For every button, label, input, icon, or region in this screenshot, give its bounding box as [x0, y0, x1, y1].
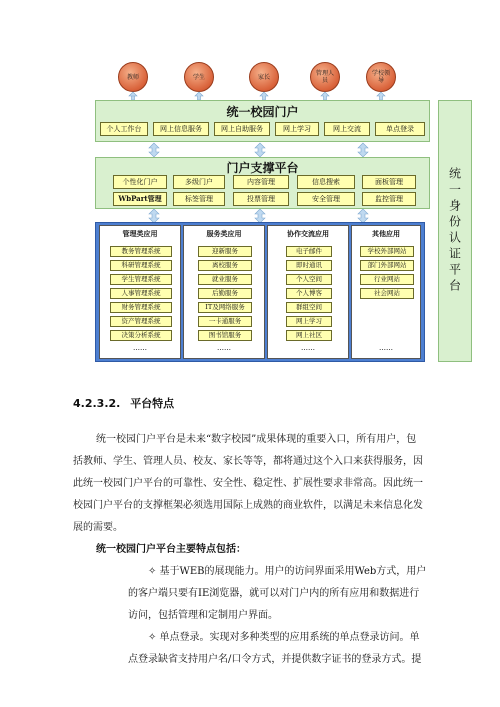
paragraph-line: 此统一校园门户平台的可靠性、安全性、稳定性、扩展性要求非常高。因此统一	[73, 478, 423, 489]
paragraph-line: 括教师、学生、管理人员、校友、家长等等，都将通过这个入口来获得服务，因	[73, 456, 423, 467]
support-monitor-mgmt[interactable]: 监控管理	[362, 192, 416, 206]
app-item[interactable]: 社会网站	[360, 288, 414, 299]
section-heading	[73, 395, 174, 411]
heading-number: 4.2.3.2.	[73, 397, 121, 410]
bullet-line: ✧ 基于WEB的展现能力。用户的访问界面采用Web方式，用户	[148, 566, 427, 577]
app-item[interactable]: 决策分析系统	[110, 330, 172, 341]
app-item[interactable]: 即时通讯	[286, 260, 332, 271]
portal-btn-online-learning[interactable]: 网上学习	[275, 122, 319, 136]
app-item[interactable]: 财务管理系统	[110, 302, 172, 313]
role-school-leader: 学校领导	[366, 62, 396, 92]
app-item[interactable]: 网上社区	[286, 330, 332, 341]
column-title: 管理类应用	[122, 230, 158, 238]
column-collaboration-apps	[267, 225, 349, 359]
support-multilevel-portal[interactable]: 多级门户	[173, 175, 225, 189]
portal-title: 统一校园门户	[226, 105, 299, 119]
side-label-text: 统一身份认证平台	[447, 167, 462, 295]
bullet-line: 访问，包括管理和定制用户界面。	[128, 610, 278, 621]
app-item[interactable]: 群组空间	[286, 302, 332, 313]
unified-identity-auth-platform	[438, 100, 472, 362]
support-platform-title: 门户支撑平台	[226, 161, 299, 175]
column-other-apps	[351, 225, 421, 359]
app-item[interactable]: 网上学习	[286, 316, 332, 327]
portal-btn-self-service[interactable]: 网上自助服务	[214, 122, 270, 136]
app-item[interactable]: 人事管理系统	[110, 288, 172, 299]
support-vote-mgmt[interactable]: 投票管理	[233, 192, 289, 206]
support-tag-mgmt[interactable]: 标签管理	[173, 192, 225, 206]
app-item[interactable]: IT及网络服务	[198, 302, 252, 313]
column-title: 服务类应用	[206, 230, 242, 238]
more-ellipsis: ……	[379, 344, 393, 352]
app-item[interactable]: 学生管理系统	[110, 274, 172, 285]
bullet-line: 的客户端只要有IE浏览器，就可以对门户内的所有应用和数据进行	[128, 588, 420, 599]
app-item[interactable]: 教务管理系统	[110, 246, 172, 257]
app-item[interactable]: 图书馆服务	[198, 330, 252, 341]
portal-btn-sso[interactable]: 单点登录	[375, 122, 425, 136]
more-ellipsis: ……	[133, 344, 147, 352]
support-security-mgmt[interactable]: 安全管理	[297, 192, 355, 206]
portal-btn-online-exchange[interactable]: 网上交流	[324, 122, 370, 136]
role-student: 学生	[184, 62, 214, 92]
bullet-line: ✧ 单点登录。实现对多种类型的应用系统的单点登录访问。单	[148, 632, 420, 643]
app-item[interactable]: 学校外部网站	[360, 246, 414, 257]
app-item[interactable]: 部门外部网站	[360, 260, 414, 271]
support-info-search[interactable]: 信息搜索	[297, 175, 355, 189]
more-ellipsis: ……	[217, 344, 231, 352]
subheading: 统一校园门户平台主要特点包括：	[96, 544, 246, 555]
app-item[interactable]: 迎新服务	[198, 246, 252, 257]
portal-btn-workbench[interactable]: 个人工作台	[100, 122, 148, 136]
role-teacher: 教师	[118, 62, 148, 92]
more-ellipsis: ……	[301, 344, 315, 352]
app-item[interactable]: 电子邮件	[286, 246, 332, 257]
column-management-apps	[99, 225, 181, 359]
paragraph-line: 展的需要。	[73, 522, 123, 533]
app-item[interactable]: 离校服务	[198, 260, 252, 271]
column-service-apps	[183, 225, 265, 359]
app-item[interactable]: 个人博客	[286, 288, 332, 299]
support-content-mgmt[interactable]: 内容管理	[233, 175, 289, 189]
support-personalized-portal[interactable]: 个性化门户	[113, 175, 167, 189]
portal-btn-info-service[interactable]: 网上信息服务	[153, 122, 209, 136]
role-parent: 家长	[249, 62, 279, 92]
support-webpart-mgmt[interactable]: WbPart管理	[113, 192, 167, 206]
app-item[interactable]: 科研管理系统	[110, 260, 172, 271]
heading-text: 平台特点	[130, 397, 175, 410]
app-item[interactable]: 资产管理系统	[110, 316, 172, 327]
column-title: 其他应用	[372, 230, 400, 238]
column-title: 协作交流应用	[287, 230, 329, 238]
app-item[interactable]: 个人空间	[286, 274, 332, 285]
app-item[interactable]: 行业网站	[360, 274, 414, 285]
bullet-line: 点登录缺省支持用户名/口令方式，并提供数字证书的登录方式。提	[128, 654, 422, 665]
support-panel-mgmt[interactable]: 面板管理	[362, 175, 416, 189]
paragraph-line: 校园门户平台的支撑框架必须选用国际上成熟的商业软件，以满足未来信息化发	[73, 500, 423, 511]
app-item[interactable]: 一卡通服务	[198, 316, 252, 327]
app-item[interactable]: 就业服务	[198, 274, 252, 285]
app-item[interactable]: 后勤服务	[198, 288, 252, 299]
role-admin-staff: 管理人员	[310, 62, 340, 92]
paragraph-line: 统一校园门户平台是未来“数字校园”成果体现的重要入口，所有用户，包	[96, 434, 417, 445]
